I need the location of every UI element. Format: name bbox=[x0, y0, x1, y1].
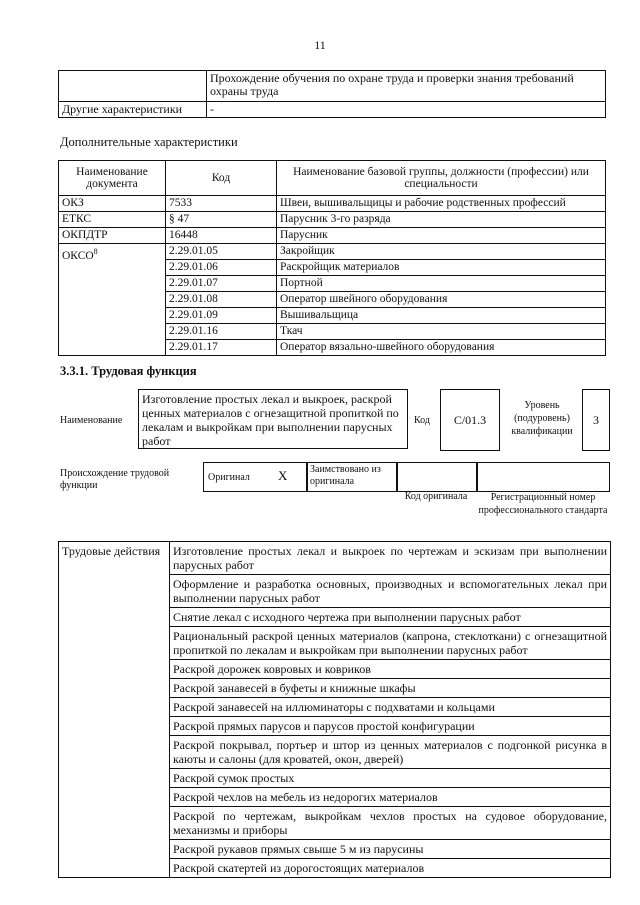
reg-number-cell bbox=[476, 462, 610, 492]
group-name-cell: Вышивальщица bbox=[277, 308, 606, 324]
document-cell: ОКСО$^8$ bbox=[59, 244, 166, 356]
page-number: 11 bbox=[314, 38, 326, 52]
code-cell: 2.29.01.08 bbox=[166, 292, 277, 308]
group-name-cell: Ткач bbox=[277, 324, 606, 340]
additional-characteristics-title: Дополнительные характеристики bbox=[60, 135, 238, 149]
group-name-cell: Парусник bbox=[277, 228, 606, 244]
code-cell: 16448 bbox=[166, 228, 277, 244]
code-cell: 2.29.01.16 bbox=[166, 324, 277, 340]
code-cell: 2.29.01.09 bbox=[166, 308, 277, 324]
origin-label: Происхождение трудовой функции bbox=[60, 468, 170, 491]
header-document: Наименование документа bbox=[59, 161, 166, 196]
other-characteristics-value: - bbox=[207, 102, 606, 118]
group-name-cell: Оператор швейного оборудования bbox=[277, 292, 606, 308]
labor-action-item: Раскрой дорожек ковровых и ковриков bbox=[170, 660, 611, 679]
code-cell: 2.29.01.17 bbox=[166, 340, 277, 356]
labor-action-item: Раскрой занавесей на иллюминаторы с подхватами и кольцами bbox=[170, 698, 611, 717]
code-original-cell bbox=[396, 462, 478, 492]
labor-action-item: Раскрой по чертежам, выкройкам чехлов простых на судовое оборудование, механизмы и приборы bbox=[170, 807, 611, 840]
other-characteristics-label: Другие характеристики bbox=[59, 102, 207, 118]
level-value: 3 bbox=[582, 389, 610, 451]
labor-action-item: Раскрой скатертей из дорогостоящих материалов bbox=[170, 859, 611, 878]
labor-action-item: Изготовление простых лекал и выкроек по чертежам и эскизам при выполнении парусных работ bbox=[170, 542, 611, 575]
code-original-label: Код оригинала bbox=[404, 491, 468, 502]
header-group-name: Наименование базовой группы, должности (профессии) или специальности bbox=[277, 161, 606, 196]
function-heading: 3.3.1. Трудовая функция bbox=[60, 364, 197, 378]
labor-action-item: Раскрой покрывал, портьер и штор из ценных материалов с подгонкой рисунка в каюты и салоны (для кроватей, окон, дверей) bbox=[170, 736, 611, 769]
table-row bbox=[59, 212, 606, 228]
group-name-cell: Портной bbox=[277, 276, 606, 292]
group-name-cell: Швеи, вышивальщицы и рабочие родственных профессий bbox=[277, 196, 606, 212]
labor-action-item: Раскрой занавесей в буфеты и книжные шкафы bbox=[170, 679, 611, 698]
group-name-cell: Оператор вязально-швейного оборудования bbox=[277, 340, 606, 356]
function-code-value: C/01.3 bbox=[440, 389, 500, 451]
labor-action-item: Раскрой прямых парусов и парусов простой конфигурации bbox=[170, 717, 611, 736]
level-label: Уровень (подуровень) квалификации bbox=[511, 400, 573, 437]
labor-action-item: Рациональный раскрой ценных материалов (капрона, стеклоткани) с огнезащитной пропиткой по лекалам и выкройкам при выполнении парусных работ bbox=[170, 627, 611, 660]
original-label: Оригинал bbox=[208, 472, 250, 483]
labor-actions-label: Трудовые действия bbox=[59, 542, 170, 878]
reg-number-label: Регистрационный номер профессионального стандарта bbox=[478, 492, 608, 516]
labor-action-item: Оформление и разработка основных, производных и вспомогательных лекал при выполнении парусных работ bbox=[170, 575, 611, 608]
table-row bbox=[59, 542, 611, 575]
borrowed-label: Заимствовано из оригинала bbox=[310, 464, 381, 487]
code-cell: 2.29.01.07 bbox=[166, 276, 277, 292]
code-cell: 2.29.01.06 bbox=[166, 260, 277, 276]
document-cell: ОКЗ bbox=[59, 196, 166, 212]
code-label: Код bbox=[414, 415, 430, 426]
labor-action-item: Снятие лекал с исходного чертежа при выполнении парусных работ bbox=[170, 608, 611, 627]
labor-action-item: Раскрой чехлов на мебель из недорогих материалов bbox=[170, 788, 611, 807]
name-label: Наименование bbox=[60, 415, 123, 426]
additional-characteristics-table bbox=[58, 160, 606, 356]
labor-action-item: Раскрой сумок простых bbox=[170, 769, 611, 788]
code-cell: 2.29.01.05 bbox=[166, 244, 277, 260]
function-name-value: Изготовление простых лекал и выкроек, раскрой ценных материалов с огнезащитной пропиткой по лекалам и выкройкам при выполнении парусных работ bbox=[138, 389, 408, 449]
table-row bbox=[59, 196, 606, 212]
code-cell: § 47 bbox=[166, 212, 277, 228]
safety-training-requirement: Прохождение обучения по охране труда и проверки знания требований охраны труда bbox=[207, 71, 606, 102]
document-cell: ОКПДТР bbox=[59, 228, 166, 244]
document-cell: ЕТКС bbox=[59, 212, 166, 228]
empty-cell bbox=[59, 71, 207, 102]
labor-action-item: Раскрой рукавов прямых свыше 5 м из парусины bbox=[170, 840, 611, 859]
group-name-cell: Раскройщик материалов bbox=[277, 260, 606, 276]
header-code: Код bbox=[166, 161, 277, 196]
requirements-table bbox=[58, 70, 606, 118]
original-mark: X bbox=[278, 468, 288, 483]
group-name-cell: Парусник 3-го разряда bbox=[277, 212, 606, 228]
labor-actions-table bbox=[58, 541, 611, 878]
table-row bbox=[59, 244, 606, 260]
code-cell: 7533 bbox=[166, 196, 277, 212]
table-row bbox=[59, 228, 606, 244]
group-name-cell: Закройщик bbox=[277, 244, 606, 260]
